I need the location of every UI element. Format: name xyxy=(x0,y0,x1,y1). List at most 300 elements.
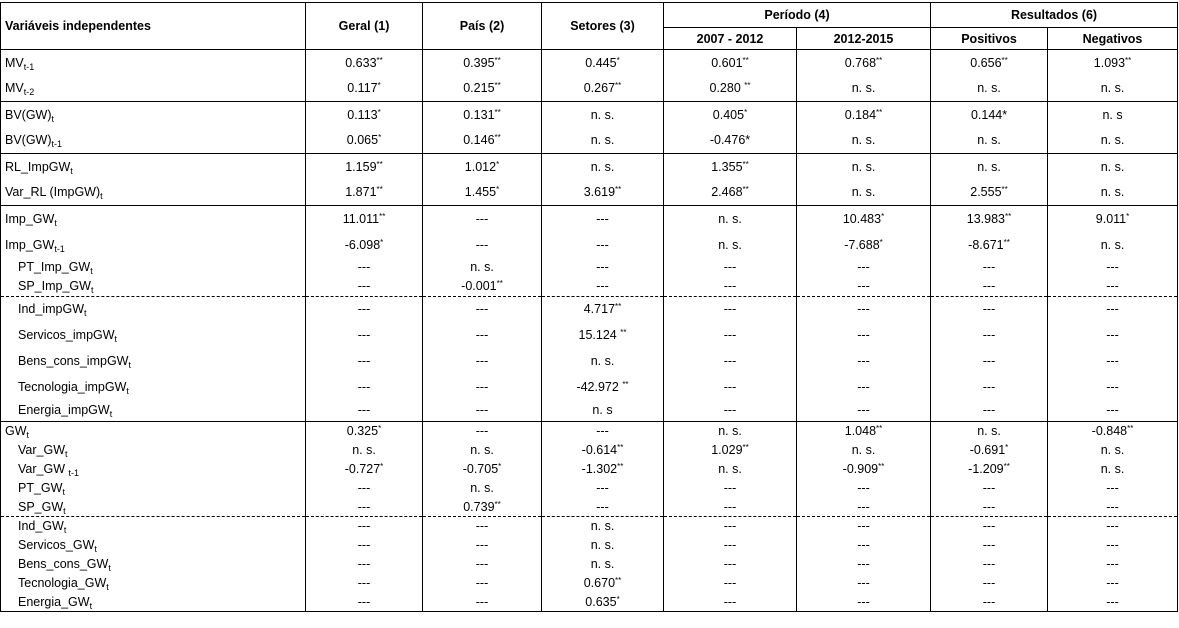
significance-mark: ** xyxy=(494,499,501,509)
table-row xyxy=(1,102,1178,128)
cell-value: 0.267 xyxy=(583,81,616,96)
cell-negativos xyxy=(1048,348,1178,374)
cell-value: 13.983 xyxy=(966,211,1006,226)
cell-positivos xyxy=(931,517,1048,536)
cell-value: --- xyxy=(982,302,996,317)
cell-pais xyxy=(423,297,542,322)
significance-mark: * xyxy=(1126,211,1130,221)
cell-pais xyxy=(423,128,542,154)
cell-value: 0.144* xyxy=(970,107,1008,122)
cell-value: n. s. xyxy=(851,185,876,200)
significance-mark: ** xyxy=(1001,55,1008,65)
significance-mark: * xyxy=(496,185,500,195)
cell-periodo-2012-2015 xyxy=(797,441,931,460)
cell-value: 0.065 xyxy=(346,133,379,148)
significance-mark: * xyxy=(380,462,384,471)
cell-positivos xyxy=(931,102,1048,128)
significance-mark: ** xyxy=(615,576,622,585)
cell-periodo-2007-2012 xyxy=(664,50,797,76)
cell-value: 10.483 xyxy=(842,211,882,226)
table-row xyxy=(1,498,1178,517)
cell-value: --- xyxy=(475,237,489,252)
variable-label xyxy=(1,422,306,441)
variable-name: Var_GW xyxy=(18,462,69,476)
cell-value: 0.131 xyxy=(463,107,495,122)
cell-pais xyxy=(423,574,542,593)
table-row xyxy=(1,374,1178,400)
variable-name: MV xyxy=(5,81,24,96)
cell-value: -1.209 xyxy=(968,462,1004,476)
cell-value: -0.705 xyxy=(462,462,499,476)
significance-mark: ** xyxy=(744,81,751,91)
table-row xyxy=(1,76,1178,102)
cell-value: --- xyxy=(723,499,737,514)
variable-subscript: t xyxy=(65,449,68,459)
cell-value: --- xyxy=(357,327,371,342)
cell-value: --- xyxy=(723,327,737,342)
significance-mark: ** xyxy=(1003,237,1010,247)
significance-mark: ** xyxy=(742,55,749,65)
cell-positivos xyxy=(931,206,1048,232)
variable-name: Ind_impGW xyxy=(18,302,84,317)
cell-periodo-2007-2012 xyxy=(664,322,797,348)
cell-setores xyxy=(542,206,664,232)
cell-negativos xyxy=(1048,460,1178,479)
cell-geral xyxy=(306,574,423,593)
cell-periodo-2007-2012 xyxy=(664,180,797,206)
significance-mark: ** xyxy=(376,55,383,65)
cell-setores xyxy=(542,479,664,498)
cell-value: n. s. xyxy=(470,443,494,457)
cell-value: --- xyxy=(596,481,609,495)
significance-mark: ** xyxy=(617,443,624,452)
cell-periodo-2012-2015 xyxy=(797,400,931,422)
cell-value: --- xyxy=(475,557,489,571)
cell-value: --- xyxy=(1106,519,1119,534)
cell-value: --- xyxy=(475,327,489,342)
significance-mark: ** xyxy=(878,462,885,471)
table-row xyxy=(1,154,1178,180)
cell-periodo-2007-2012 xyxy=(664,128,797,154)
cell-value: n. s. xyxy=(851,81,876,96)
variable-name: GW xyxy=(5,424,27,439)
cell-periodo-2012-2015 xyxy=(797,297,931,322)
cell-setores xyxy=(542,441,664,460)
table-row xyxy=(1,348,1178,374)
cell-positivos xyxy=(931,348,1048,374)
cell-value: 1.159 xyxy=(345,159,377,174)
cell-periodo-2012-2015 xyxy=(797,180,931,206)
cell-value: --- xyxy=(1106,481,1119,495)
table-row xyxy=(1,50,1178,76)
variable-subscript: t xyxy=(114,333,118,344)
cell-value: --- xyxy=(357,576,371,590)
cell-value: --- xyxy=(357,594,371,609)
cell-pais xyxy=(423,206,542,232)
cell-value: 0.395 xyxy=(463,55,495,70)
table-row xyxy=(1,593,1178,612)
cell-value: --- xyxy=(475,424,489,439)
cell-value: --- xyxy=(596,424,609,439)
cell-setores xyxy=(542,76,664,102)
cell-setores xyxy=(542,498,664,517)
cell-value: --- xyxy=(723,519,737,534)
cell-positivos xyxy=(931,555,1048,574)
cell-setores xyxy=(542,536,664,555)
cell-value: n. s. xyxy=(590,538,615,552)
variable-name: PT_GW xyxy=(18,481,63,495)
table-row xyxy=(1,297,1178,322)
cell-periodo-2007-2012 xyxy=(664,277,797,297)
table-row xyxy=(1,400,1178,422)
cell-value: n. s. xyxy=(1100,462,1125,476)
cell-negativos xyxy=(1048,322,1178,348)
cell-periodo-2007-2012 xyxy=(664,479,797,498)
cell-value: --- xyxy=(723,260,737,274)
cell-value: --- xyxy=(357,403,371,418)
variable-subscript: t xyxy=(126,385,129,396)
cell-periodo-2007-2012 xyxy=(664,348,797,374)
cell-setores xyxy=(542,154,664,180)
cell-value: --- xyxy=(475,594,489,609)
cell-positivos xyxy=(931,180,1048,206)
cell-pais xyxy=(423,277,542,297)
cell-positivos xyxy=(931,422,1048,441)
variable-name: SP_GW xyxy=(18,499,64,514)
cell-pais xyxy=(423,441,542,460)
cell-value: n. s. xyxy=(590,159,615,174)
cell-periodo-2012-2015 xyxy=(797,277,931,297)
cell-value: n. s. xyxy=(718,211,742,226)
cell-periodo-2007-2012 xyxy=(664,555,797,574)
cell-periodo-2012-2015 xyxy=(797,154,931,180)
cell-setores xyxy=(542,517,664,536)
cell-value: 1.093 xyxy=(1093,55,1126,70)
cell-geral xyxy=(306,76,423,102)
significance-mark: ** xyxy=(876,107,883,117)
significance-mark: ** xyxy=(617,462,624,471)
cell-value: 0.215 xyxy=(463,81,495,96)
cell-negativos xyxy=(1048,422,1178,441)
cell-value: 0.280 xyxy=(709,81,745,96)
significance-mark: ** xyxy=(494,81,501,91)
cell-negativos xyxy=(1048,206,1178,232)
variable-name: BV(GW) xyxy=(5,107,52,122)
variable-subscript: t xyxy=(106,582,109,592)
cell-value: n. s. xyxy=(590,107,615,122)
cell-value: --- xyxy=(723,594,737,609)
cell-negativos xyxy=(1048,50,1178,76)
cell-pais xyxy=(423,536,542,555)
cell-value: --- xyxy=(596,237,609,252)
cell-value: 1.029 xyxy=(711,443,743,457)
cell-value: -8.671 xyxy=(968,237,1004,252)
cell-negativos xyxy=(1048,180,1178,206)
variable-subscript: t-1 xyxy=(23,61,35,72)
cell-positivos xyxy=(931,574,1048,593)
cell-pais xyxy=(423,460,542,479)
cell-value: --- xyxy=(723,576,737,590)
cell-positivos xyxy=(931,460,1048,479)
cell-value: --- xyxy=(982,353,996,368)
cell-value: --- xyxy=(857,538,870,552)
cell-value: --- xyxy=(475,211,489,226)
variable-label xyxy=(1,258,306,277)
variable-name: Servicos_GW xyxy=(18,538,95,552)
cell-periodo-2007-2012 xyxy=(664,593,797,612)
cell-periodo-2007-2012 xyxy=(664,517,797,536)
cell-value: --- xyxy=(982,557,996,571)
variable-name: PT_Imp_GW xyxy=(18,260,91,274)
cell-pais xyxy=(423,76,542,102)
significance-mark: * xyxy=(1005,443,1009,452)
cell-value: --- xyxy=(475,403,489,418)
cell-value: 0.146 xyxy=(463,133,495,148)
cell-positivos xyxy=(931,441,1048,460)
variable-name: Energia_impGW xyxy=(18,403,110,418)
header-resultados-positivos: Positivos xyxy=(931,28,1048,50)
significance-mark: ** xyxy=(376,159,383,169)
cell-value: 1.871 xyxy=(345,185,377,200)
table-row xyxy=(1,517,1178,536)
cell-value: --- xyxy=(475,519,489,534)
cell-value: n. s xyxy=(1102,107,1123,122)
cell-periodo-2012-2015 xyxy=(797,232,931,258)
table-row xyxy=(1,574,1178,593)
cell-periodo-2007-2012 xyxy=(664,536,797,555)
cell-value: -0.001 xyxy=(461,279,497,294)
table-row xyxy=(1,422,1178,441)
cell-positivos xyxy=(931,277,1048,297)
cell-periodo-2007-2012 xyxy=(664,232,797,258)
cell-value: n. s. xyxy=(1100,443,1125,457)
cell-negativos xyxy=(1048,154,1178,180)
cell-negativos xyxy=(1048,555,1178,574)
cell-value: n. s. xyxy=(718,237,742,252)
cell-periodo-2007-2012 xyxy=(664,102,797,128)
variable-name: Tecnologia_GW xyxy=(18,576,107,590)
cell-value: n. s. xyxy=(590,519,615,534)
variable-subscript: t xyxy=(62,487,65,497)
variable-label xyxy=(1,593,306,612)
cell-value: --- xyxy=(982,403,996,418)
cell-value: --- xyxy=(982,327,996,342)
cell-periodo-2012-2015 xyxy=(797,498,931,517)
cell-positivos xyxy=(931,297,1048,322)
cell-negativos xyxy=(1048,400,1178,422)
header-resultados: Resultados (6) xyxy=(931,3,1178,28)
significance-mark: ** xyxy=(742,185,749,195)
cell-value: -1.302 xyxy=(581,462,618,476)
variable-name: Ind_GW xyxy=(18,519,64,534)
cell-positivos xyxy=(931,322,1048,348)
cell-value: --- xyxy=(982,594,996,609)
cell-pais xyxy=(423,593,542,612)
significance-mark: ** xyxy=(1001,185,1008,195)
cell-periodo-2012-2015 xyxy=(797,374,931,400)
cell-periodo-2012-2015 xyxy=(797,76,931,102)
cell-value: n. s. xyxy=(718,424,742,439)
cell-pais xyxy=(423,517,542,536)
variable-label xyxy=(1,180,306,206)
cell-value: --- xyxy=(1106,594,1119,609)
cell-pais xyxy=(423,50,542,76)
table-row xyxy=(1,128,1178,154)
cell-value: -6.098 xyxy=(344,237,381,252)
significance-mark: ** xyxy=(615,302,622,312)
header-setores: Setores (3) xyxy=(542,3,664,50)
cell-setores xyxy=(542,593,664,612)
table-row xyxy=(1,441,1178,460)
cell-value: 0.113 xyxy=(347,107,378,122)
cell-value: n. s. xyxy=(977,159,1001,174)
cell-geral xyxy=(306,128,423,154)
cell-setores xyxy=(542,297,664,322)
variable-label xyxy=(1,128,306,154)
cell-positivos xyxy=(931,498,1048,517)
variable-label xyxy=(1,232,306,258)
cell-value: 0.405 xyxy=(712,107,745,122)
variable-subscript: t xyxy=(84,308,87,319)
significance-mark: * xyxy=(744,107,748,117)
header-pais: País (2) xyxy=(423,3,542,50)
cell-value: --- xyxy=(857,594,870,609)
cell-value: --- xyxy=(1106,353,1119,368)
cell-value: --- xyxy=(357,279,371,294)
cell-value: 4.717 xyxy=(583,302,616,317)
variable-label xyxy=(1,297,306,322)
variable-subscript: t xyxy=(109,409,113,420)
cell-value: --- xyxy=(857,260,870,274)
cell-pais xyxy=(423,374,542,400)
variable-label xyxy=(1,574,306,593)
cell-value: n. s. xyxy=(1100,159,1125,174)
header-periodo: Período (4) xyxy=(664,3,931,28)
cell-value: 1.012 xyxy=(464,159,497,174)
cell-geral xyxy=(306,180,423,206)
cell-negativos xyxy=(1048,593,1178,612)
variable-subscript: t-2 xyxy=(23,87,35,98)
variable-label xyxy=(1,154,306,180)
significance-mark: ** xyxy=(494,107,501,117)
cell-value: -0.476* xyxy=(709,133,751,148)
variable-label xyxy=(1,322,306,348)
variable-subscript: t xyxy=(100,191,103,202)
cell-value: n. s. xyxy=(470,481,494,495)
cell-periodo-2012-2015 xyxy=(797,574,931,593)
cell-positivos xyxy=(931,374,1048,400)
cell-value: --- xyxy=(357,379,371,394)
cell-periodo-2012-2015 xyxy=(797,128,931,154)
variable-subscript: t-1 xyxy=(51,139,63,150)
variable-subscript: t xyxy=(128,359,131,370)
significance-mark: ** xyxy=(742,443,749,452)
cell-periodo-2012-2015 xyxy=(797,517,931,536)
cell-value: --- xyxy=(1106,499,1119,514)
variable-label xyxy=(1,555,306,574)
cell-geral xyxy=(306,441,423,460)
cell-value: --- xyxy=(723,403,737,418)
significance-mark: ** xyxy=(742,159,749,169)
cell-value: 0.601 xyxy=(711,55,743,70)
cell-value: 3.619 xyxy=(583,185,616,200)
variable-name: Var_GW xyxy=(18,443,65,457)
cell-value: --- xyxy=(723,557,737,571)
cell-setores xyxy=(542,128,664,154)
variable-label xyxy=(1,76,306,102)
cell-geral xyxy=(306,460,423,479)
cell-value: --- xyxy=(1106,327,1119,342)
cell-positivos xyxy=(931,128,1048,154)
cell-value: n. s. xyxy=(851,159,876,174)
cell-geral xyxy=(306,374,423,400)
cell-value: --- xyxy=(357,481,371,495)
cell-periodo-2012-2015 xyxy=(797,593,931,612)
cell-value: n. s. xyxy=(851,133,876,148)
cell-value: -0.848 xyxy=(1091,424,1128,439)
cell-negativos xyxy=(1048,232,1178,258)
table-row xyxy=(1,322,1178,348)
variable-name: BV(GW) xyxy=(5,133,52,148)
significance-mark: ** xyxy=(1003,462,1010,471)
cell-periodo-2012-2015 xyxy=(797,555,931,574)
variable-subscript: t xyxy=(94,544,97,554)
cell-value: --- xyxy=(857,557,870,571)
cell-periodo-2007-2012 xyxy=(664,76,797,102)
cell-value: n. s. xyxy=(851,443,876,457)
cell-value: 2.468 xyxy=(711,185,743,200)
significance-mark: ** xyxy=(876,424,883,434)
cell-negativos xyxy=(1048,76,1178,102)
cell-periodo-2007-2012 xyxy=(664,154,797,180)
cell-positivos xyxy=(931,232,1048,258)
cell-value: 0.117 xyxy=(347,81,378,96)
cell-periodo-2012-2015 xyxy=(797,422,931,441)
table-row xyxy=(1,180,1178,206)
cell-value: --- xyxy=(357,557,371,571)
cell-value: 0.445 xyxy=(585,55,617,70)
variable-name: Var_RL (ImpGW) xyxy=(5,185,101,200)
significance-mark: ** xyxy=(379,211,386,221)
cell-periodo-2012-2015 xyxy=(797,536,931,555)
cell-setores xyxy=(542,400,664,422)
cell-periodo-2012-2015 xyxy=(797,322,931,348)
cell-value: --- xyxy=(857,403,870,418)
cell-setores xyxy=(542,50,664,76)
cell-value: n. s. xyxy=(590,353,615,368)
cell-value: n. s. xyxy=(977,81,1001,96)
cell-value: --- xyxy=(1106,279,1119,294)
table-row xyxy=(1,555,1178,574)
variable-label xyxy=(1,479,306,498)
variable-subscript: t xyxy=(51,113,55,124)
cell-periodo-2007-2012 xyxy=(664,574,797,593)
cell-value: --- xyxy=(357,302,371,317)
cell-value: --- xyxy=(1106,576,1119,590)
cell-periodo-2012-2015 xyxy=(797,50,931,76)
significance-mark: * xyxy=(498,462,502,471)
cell-geral xyxy=(306,297,423,322)
cell-periodo-2012-2015 xyxy=(797,479,931,498)
cell-pais xyxy=(423,322,542,348)
cell-setores xyxy=(542,322,664,348)
variable-label xyxy=(1,441,306,460)
cell-geral xyxy=(306,536,423,555)
table-row xyxy=(1,460,1178,479)
cell-value: 0.739 xyxy=(463,499,495,514)
cell-value: --- xyxy=(475,353,489,368)
cell-value: --- xyxy=(857,302,870,317)
